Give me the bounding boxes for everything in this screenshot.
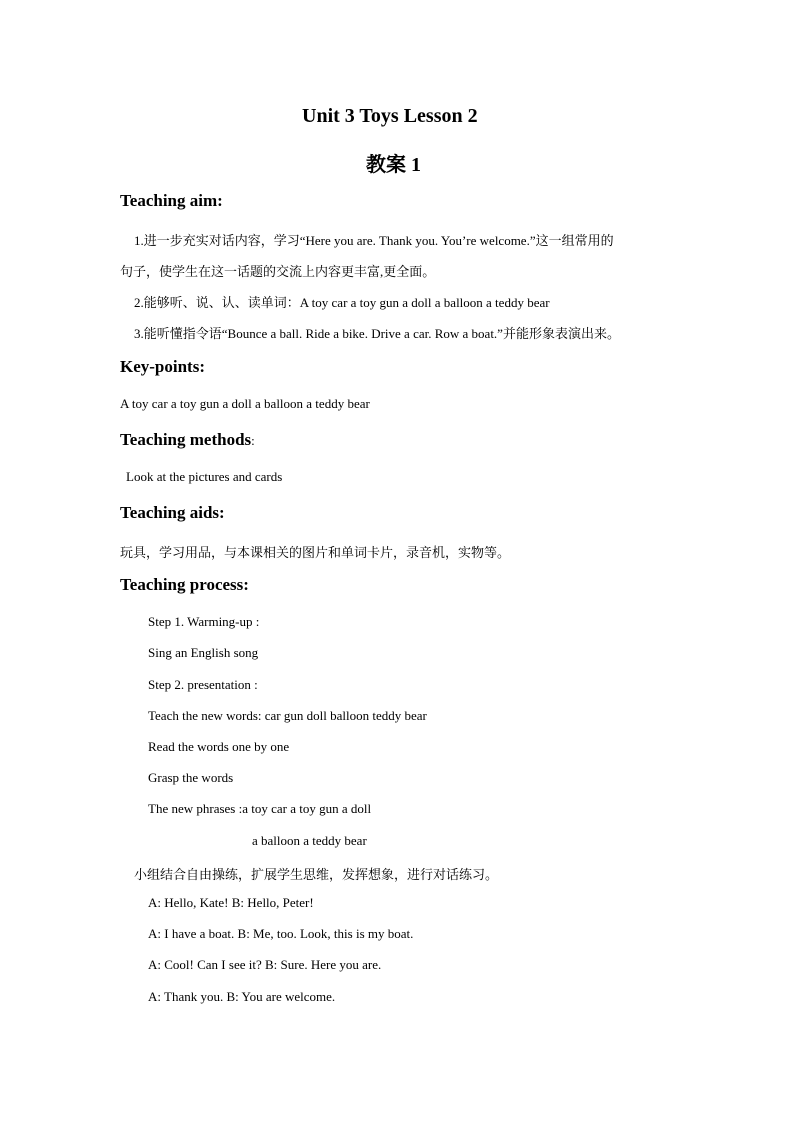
teaching-aim-heading: Teaching aim: xyxy=(120,191,223,210)
teaching-methods-heading xyxy=(120,430,255,450)
process-line-2: Sing an English song xyxy=(148,645,259,660)
teaching-aim-item-3: 3.能听懂指令语“Bounce a ball. Ride a bike. Drive a car. Row a boat.”并能形象表演出来。 xyxy=(134,326,620,341)
process-line-4: Teach the new words: car gun doll balloon teddy bear xyxy=(148,708,427,723)
dialogue-line-4: A: Thank you. B: You are welcome. xyxy=(148,989,336,1004)
process-line-9: 小组结合自由操练，扩展学生思维，发挥想象，进行对话练习。 xyxy=(134,867,499,882)
teaching-aids-text: 玩具，学习用品，与本课相关的图片和单词卡片，录音机，实物等。 xyxy=(120,545,511,560)
teaching-aids-heading: Teaching aids: xyxy=(120,503,225,522)
teaching-aim-item-1-cont: 句子，使学生在这一话题的交流上内容更丰富,更全面。 xyxy=(120,264,436,279)
page-title: Unit 3 Toys Lesson 2 xyxy=(302,105,478,127)
process-line-3: Step 2. presentation : xyxy=(148,677,258,692)
dialogue-line-2: A: I have a boat. B: Me, too. Look, this is my boat. xyxy=(148,926,414,941)
process-line-7: The new phrases :a toy car a toy gun a doll xyxy=(148,801,372,816)
process-line-6: Grasp the words xyxy=(148,770,234,785)
teaching-aim-item-1: 1.进一步充实对话内容，学习“Here you are. Thank you. You’re welcome.”这一组常用的 xyxy=(134,233,614,248)
process-line-8: a balloon a teddy bear xyxy=(252,833,367,848)
process-line-5: Read the words one by one xyxy=(148,739,290,754)
teaching-methods-text: Look at the pictures and cards xyxy=(126,469,283,484)
teaching-methods-heading-text: Teaching methods xyxy=(120,430,252,449)
dialogue-line-3: A: Cool! Can I see it? B: Sure. Here you are. xyxy=(148,957,382,972)
key-points-text: A toy car a toy gun a doll a balloon a teddy bear xyxy=(120,396,370,411)
teaching-methods-heading-colon: : xyxy=(251,433,255,448)
teaching-process-heading: Teaching process: xyxy=(120,575,249,594)
dialogue-line-1: A: Hello, Kate! B: Hello, Peter! xyxy=(148,895,314,910)
teaching-aim-item-2: 2.能够听、说、认、读单词：A toy car a toy gun a doll a balloon a teddy bear xyxy=(134,295,550,310)
key-points-heading: Key-points: xyxy=(120,357,205,376)
page-subtitle: 教案 1 xyxy=(366,154,421,176)
process-line-1: Step 1. Warming-up : xyxy=(148,614,260,629)
